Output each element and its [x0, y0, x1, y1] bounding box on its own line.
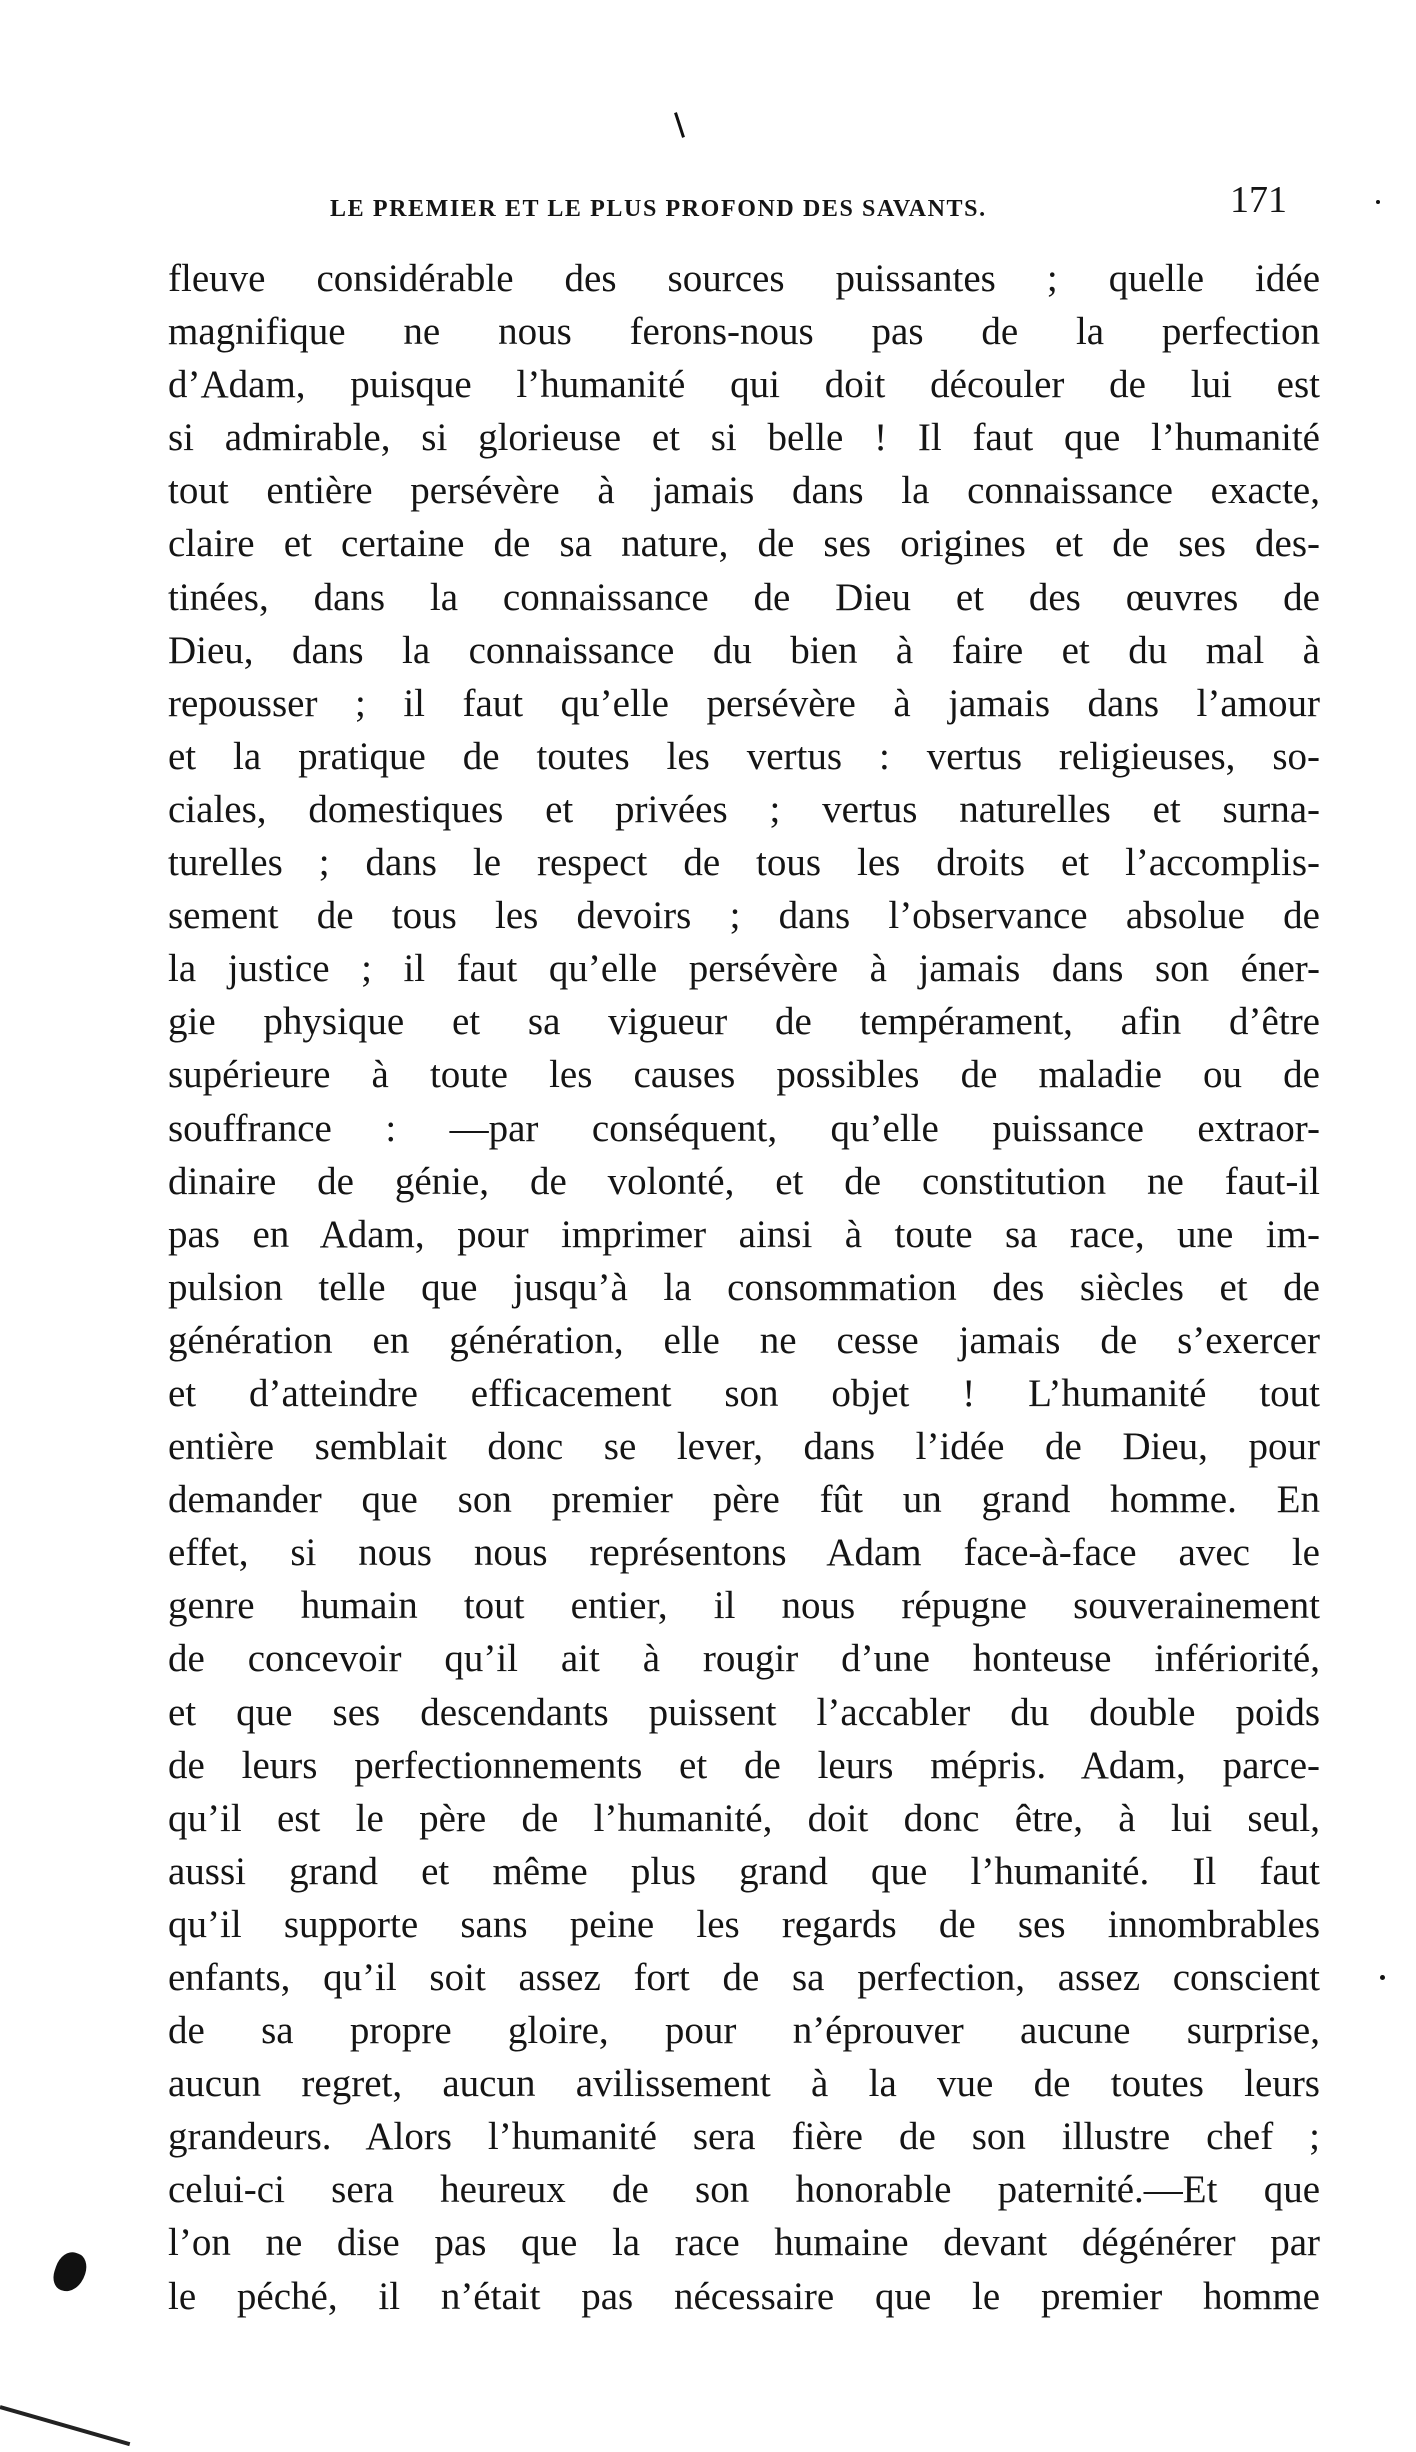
text-line: celui-ci sera heureux de son honorable paternité.—Et que [168, 2168, 1320, 2212]
page-number: 171 [1230, 179, 1287, 221]
text-line: effet, si nous nous représentons Adam face-à-face avec le [168, 1531, 1320, 1575]
text-line: pulsion telle que jusqu’à la consommation des siècles et de [168, 1265, 1320, 1309]
text-line: aucun regret, aucun avilissement à la vue de toutes leurs [168, 2062, 1320, 2106]
text-line: gie physique et sa vigueur de tempérament, afin d’être [168, 1000, 1320, 1044]
text-line: génération en génération, elle ne cesse jamais de s’exercer [168, 1318, 1320, 1362]
page-header [330, 178, 1330, 238]
text-line: qu’il est le père de l’humanité, doit donc être, à lui seul, [168, 1796, 1320, 1840]
text-line: Dieu, dans la connaissance du bien à faire et du mal à [168, 628, 1320, 672]
text-line: repousser ; il faut qu’elle persévère à jamais dans l’amour [168, 681, 1320, 725]
text-line: si admirable, si glorieuse et si belle ! Il faut que l’humanité [168, 416, 1320, 460]
text-line: turelles ; dans le respect de tous les droits et l’accomplis- [168, 841, 1320, 885]
margin-ink-mark [1376, 200, 1380, 204]
text-line: supérieure à toute les causes possibles de maladie ou de [168, 1053, 1320, 1097]
text-line: enfants, qu’il soit assez fort de sa perfection, assez conscient [168, 1956, 1320, 1999]
text-line: entière semblait donc se lever, dans l’idée de Dieu, pour [168, 1425, 1320, 1469]
text-line: l’on ne dise pas que la race humaine devant dégénérer par [168, 2221, 1320, 2265]
text-line: dinaire de génie, de volonté, et de constitution ne faut-il [168, 1159, 1320, 1203]
text-line: fleuve considérable des sources puissantes ; quelle idée [168, 257, 1320, 300]
text-line: claire et certaine de sa nature, de ses origines et de ses des- [168, 522, 1320, 566]
body-text [168, 252, 1320, 2323]
text-line: grandeurs. Alors l’humanité sera fière de son illustre chef ; [168, 2115, 1320, 2159]
text-line: demander que son premier père fût un grand homme. En [168, 1478, 1320, 1522]
text-line: de concevoir qu’il ait à rougir d’une honteuse infériorité, [168, 1637, 1320, 1681]
text-line: de leurs perfectionnements et de leurs mépris. Adam, parce- [168, 1743, 1320, 1787]
text-line: genre humain tout entier, il nous répugne souverainement [168, 1584, 1320, 1628]
running-title: LE PREMIER ET LE PLUS PROFOND DES SAVANTS. [330, 196, 987, 222]
text-line: qu’il supporte sans peine les regards de ses innombrables [168, 1902, 1320, 1946]
text-line: aussi grand et même plus grand que l’humanité. Il faut [168, 1849, 1320, 1893]
text-line: magnifique ne nous ferons-nous pas de la perfection [168, 310, 1320, 354]
text-line: le péché, il n’était pas nécessaire que le premier homme [168, 2274, 1320, 2318]
text-line: tout entière persévère à jamais dans la connaissance exacte, [168, 469, 1320, 513]
text-line: sement de tous les devoirs ; dans l’observance absolue de [168, 894, 1320, 938]
top-ink-mark [674, 112, 685, 138]
text-line: la justice ; il faut qu’elle persévère à jamais dans son éner- [168, 947, 1320, 991]
text-line: et la pratique de toutes les vertus : vertus religieuses, so- [168, 734, 1320, 778]
text-line: tinées, dans la connaissance de Dieu et des œuvres de [168, 575, 1320, 619]
text-line: de sa propre gloire, pour n’éprouver aucune surprise, [168, 2009, 1320, 2053]
ink-blot-mark [50, 2248, 91, 2295]
text-line: et que ses descendants puissent l’accabler du double poids [168, 1690, 1320, 1734]
margin-ink-mark [1380, 1975, 1385, 1980]
text-line: d’Adam, puisque l’humanité qui doit découler de lui est [168, 363, 1320, 407]
text-line: ciales, domestiques et privées ; vertus naturelles et surna- [168, 787, 1320, 831]
text-line: et d’atteindre efficacement son objet ! L’humanité tout [168, 1371, 1320, 1415]
text-line: souffrance : —par conséquent, qu’elle puissance extraor- [168, 1106, 1320, 1150]
bottom-edge-shadow [0, 2405, 130, 2446]
text-line: pas en Adam, pour imprimer ainsi à toute sa race, une im- [168, 1212, 1320, 1256]
